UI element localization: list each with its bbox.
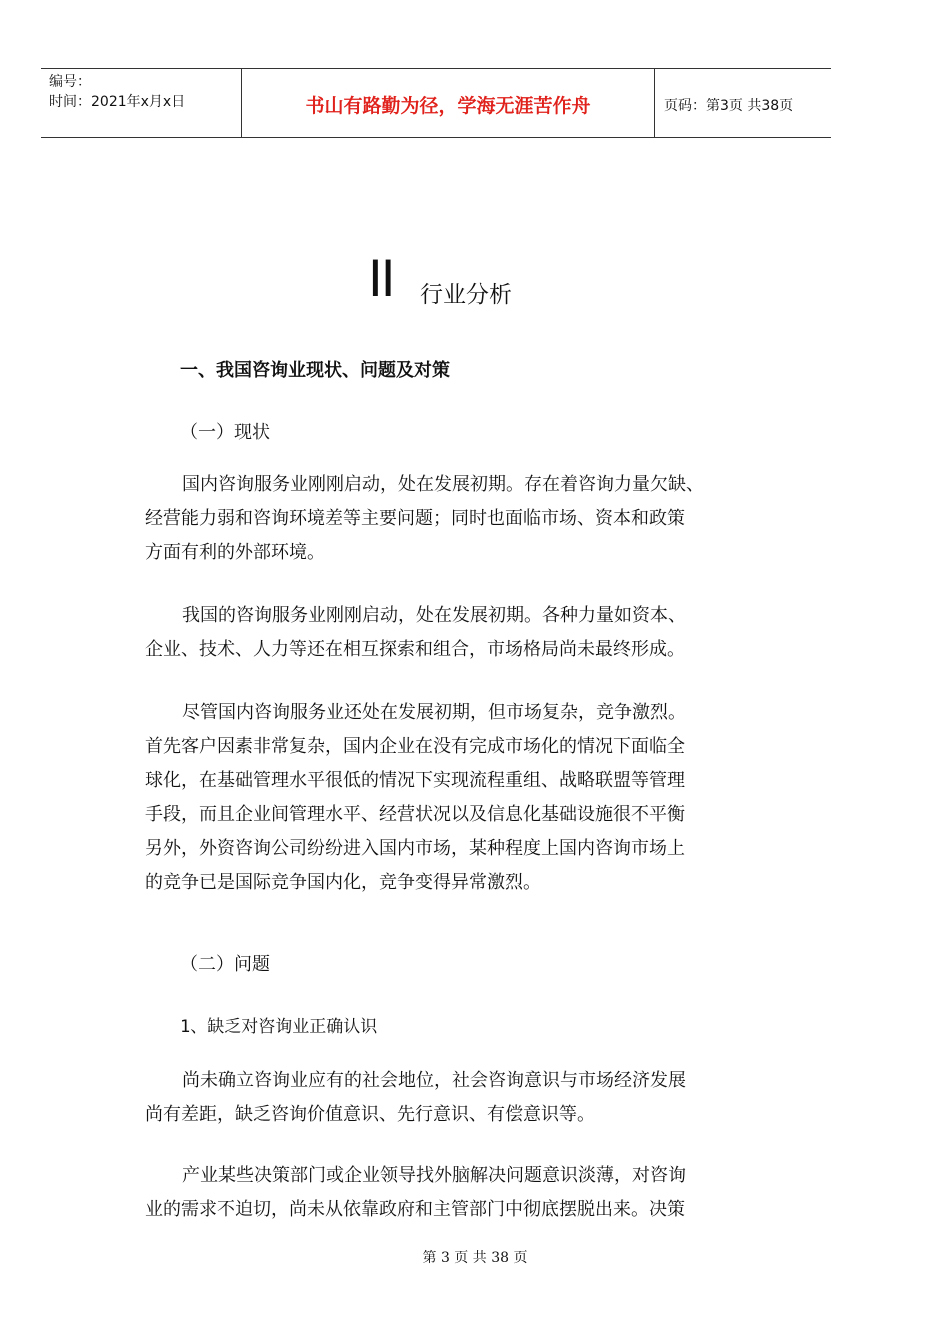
paragraph xyxy=(145,599,745,667)
paragraph-line: 另外，外资咨询公司纷纷进入国内市场，某种程度上国内咨询市场上 xyxy=(145,838,685,859)
paragraph-line: 我国的咨询服务业刚刚启动，处在发展初期。各种力量如资本、 xyxy=(182,605,686,626)
paragraph-line: 首先客户因素非常复杂，国内企业在没有完成市场化的情况下面临全 xyxy=(145,736,685,757)
page-number-label: 页码：第3页 共38页 xyxy=(664,98,794,114)
chapter-number: II xyxy=(368,250,394,308)
section-heading: 一、我国咨询业现状、问题及对策 xyxy=(180,360,450,381)
paragraph-line: 经营能力弱和咨询环境差等主要问题；同时也面临市场、资本和政策 xyxy=(145,508,685,529)
paragraph-line: 国内咨询服务业刚刚启动，处在发展初期。存在着咨询力量欠缺、 xyxy=(182,474,704,495)
paragraph xyxy=(145,1064,745,1132)
paragraph xyxy=(145,696,745,900)
paragraph-line: 的竞争已是国际竞争国内化，竞争变得异常激烈。 xyxy=(145,872,541,893)
paragraph-line: 企业、技术、人力等还在相互探索和组合，市场格局尚未最终形成。 xyxy=(145,639,685,660)
paragraph xyxy=(145,468,745,570)
paragraph-line: 业的需求不迫切，尚未从依靠政府和主管部门中彻底摆脱出来。决策 xyxy=(145,1199,685,1220)
header-left-cell xyxy=(41,69,241,137)
paragraph-line: 方面有利的外部环境。 xyxy=(145,542,325,563)
paragraph-line: 球化，在基础管理水平很低的情况下实现流程重组、战略联盟等管理 xyxy=(145,770,685,791)
serial-number-label: 编号： xyxy=(49,74,91,90)
paragraph-line: 尚未确立咨询业应有的社会地位，社会咨询意识与市场经济发展 xyxy=(182,1070,686,1091)
page-footer: 第 3 页 共 38 页 xyxy=(422,1250,528,1266)
chapter-title: 行业分析 xyxy=(420,282,512,308)
paragraph-line: 尽管国内咨询服务业还处在发展初期，但市场复杂，竞争激烈。 xyxy=(182,702,686,723)
header-motto: 书山有路勤为径，学海无涯苦作舟 xyxy=(305,95,591,117)
header-right-cell xyxy=(654,69,831,137)
subsection-heading-status: （一）现状 xyxy=(180,422,270,443)
item-heading: 1、缺乏对咨询业正确认识 xyxy=(180,1017,378,1037)
page-header xyxy=(41,68,831,138)
paragraph xyxy=(145,1159,745,1227)
paragraph-line: 手段，而且企业间管理水平、经营状况以及信息化基础设施很不平衡 xyxy=(145,804,685,825)
paragraph-line: 尚有差距，缺乏咨询价值意识、先行意识、有偿意识等。 xyxy=(145,1104,595,1125)
paragraph-line: 产业某些决策部门或企业领导找外脑解决问题意识淡薄，对咨询 xyxy=(182,1165,686,1186)
header-motto-cell xyxy=(241,69,655,137)
time-label: 时间：2021年x月x日 xyxy=(49,94,186,110)
subsection-heading-problems: （二）问题 xyxy=(180,954,270,975)
